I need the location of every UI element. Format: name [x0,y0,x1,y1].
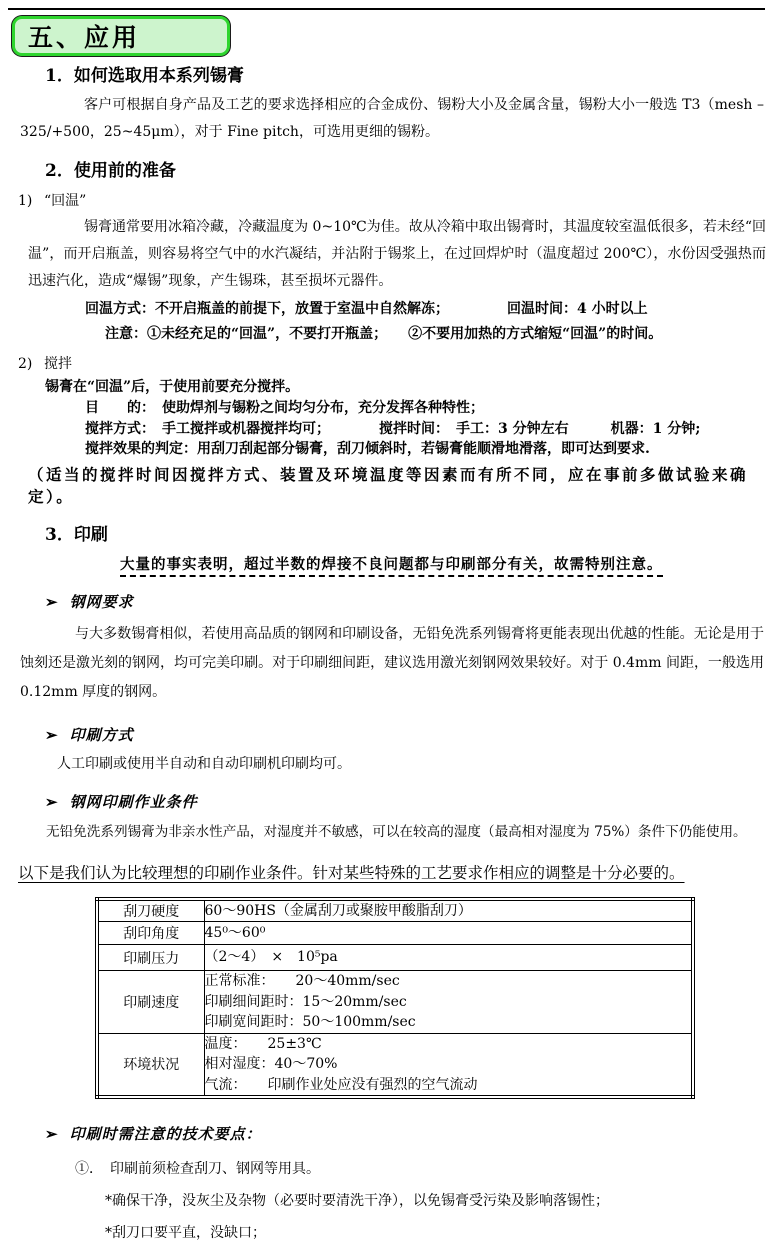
section1-body: 客户可根据自身产品及工艺的要求选择相应的合金成份、锡粉大小及金属含量，锡粉大小一般选 T3（mesh –325/+500，25~45μm），对于 Fine pitch，可选用更细的锡粉。 [20,97,764,140]
stencil-requirements-body: 与大多数锡膏相似，若使用高品质的钢网和印刷设备，无铅免洗系列锡膏将更能表现出优越的性能。无论是用于蚀刻还是激光刻的钢网，均可完美印刷。对于印刷细间距，建议选用激光刻钢网效果较好。对于 0.4mm 间距，一般选用 0.12mm 厚度的钢网。 [20,625,764,700]
table-row [97,971,693,1034]
technical-point-1-note-1: *确保干净，没灰尘及杂物（必要时要清洗干净），以免锡膏受污染及影响落锡性； [105,1193,609,1209]
arrow-bullet-icon: ➢ [45,725,58,744]
table-intro-text: 以下是我们认为比较理想的印刷作业条件。针对某些特殊的工艺要求作相应的调整是十分必要的。 [18,863,685,882]
work-conditions-body: 无铅免洗系列锡膏为非亲水性产品，对湿度并不敏感，可以在较高的湿度（最高相对湿度为 75%）条件下仍能使用。 [46,823,747,840]
technical-points-heading [45,1123,780,1144]
arrow-bullet-icon: ➢ [45,592,58,611]
section1-heading: 1．如何选取用本系列锡膏 [45,66,244,86]
value-line: 相对湿度：40～70% [204,1056,338,1072]
stencil-requirements-heading [45,591,780,612]
table-row [97,922,693,945]
technical-point-1-note-2: *刮刀口要平直，没缺口； [105,1225,266,1241]
table-intro [18,862,780,884]
rewarm-time: 回温时间：4 小时以上 [507,301,648,317]
rewarm-body: 锡膏通常要用冰箱冷藏，冷藏温度为 0~10℃为佳。故从冷箱中取出锡膏时，其温度较室温低很多，若未经“回温”，而开启瓶盖，则容易将空气中的水汽凝结，并沾附于锡浆上，在过回焊炉时（温度超过 200℃），水份因受强热而迅速汽化，造成“爆锡”现象，产生锡珠，甚至损坏元器件。 [28,219,766,289]
value-line: 温度： 25±3℃ [204,1035,322,1052]
section3-heading: 3．印刷 [45,524,108,545]
technical-point-1: ①． 印刷前须检查刮刀、钢网等用具。 [75,1161,320,1177]
table-row [97,899,693,922]
stencil-requirements-title: 钢网要求 [69,592,134,611]
stir-mixing: 搅拌方式： 手工搅拌或机器搅拌均可； 搅拌时间： 手工：3 分钟左右 机器：1 分钟; [85,420,701,437]
rewarm-method-line [85,298,780,320]
row-label: 环境状况 [97,1033,204,1097]
printing-notice-text: 大量的事实表明，超过半数的焊接不良问题都与印刷部分有关，故需特别注意。 [120,556,663,577]
table-row [97,945,693,971]
stir-purpose: 目 的： 使助焊剂与锡粉之间均匀分布，充分发挥各种特性； [85,400,484,416]
row-label: 印刷压力 [97,945,204,971]
table-row [97,1033,693,1097]
work-conditions-heading [45,791,780,812]
print-method-title: 印刷方式 [69,725,134,744]
row-label: 刮刀硬度 [97,899,204,922]
row-value [204,1033,693,1097]
item-stir-number: 2) [18,356,33,372]
stir-judge: 搅拌效果的判定：用刮刀刮起部分锡膏，刮刀倾斜时，若锡膏能顺滑地滑落，即可达到要求. [85,441,650,457]
print-method-body: 人工印刷或使用半自动和自动印刷机印刷均可。 [57,755,351,772]
item-stir-title: 搅拌 [44,356,72,372]
rewarm-note: 注意：①未经充足的“回温”，不要打开瓶盖； ②不要用加热的方式缩短“回温”的时间。 [105,326,663,342]
item-rewarm-title: “回温” [44,193,87,209]
stir-paren-note: （适当的搅拌时间因搅拌方式、装置及环境温度等因素而有所不同，应在事前多做试验来确定）。 [28,464,749,506]
chapter-title-box [12,16,230,56]
arrow-bullet-icon: ➢ [45,792,58,811]
row-value [204,971,693,1034]
arrow-bullet-icon: ➢ [45,1125,58,1143]
print-conditions-table [95,897,695,1100]
row-value [204,922,693,945]
value-line: 正常标准： 20～40mm/sec [204,973,400,989]
stir-intro: 锡膏在“回温”后，于使用前要充分搅拌。 [45,379,300,395]
section2-heading: 2．使用前的准备 [45,161,176,181]
value-line: 60～90HS（金属刮刀或聚胺甲酸脂刮刀） [204,902,472,919]
item-rewarm-number: 1) [18,193,33,209]
value-line: 印刷细间距时：15～20mm/sec [204,993,407,1010]
value-line: （2～4） × 10⁵pa [204,949,338,966]
value-line: 45⁰～60⁰ [204,924,266,941]
row-value [204,899,693,922]
row-label: 印刷速度 [97,971,204,1034]
row-label: 刮印角度 [97,922,204,945]
item-stir [18,354,780,374]
value-line: 印刷宽间距时：50～100mm/sec [204,1014,416,1030]
value-line: 气流： 印刷作业处应没有强烈的空气流动 [204,1076,478,1093]
work-conditions-title: 钢网印刷作业条件 [69,792,198,811]
printing-notice [120,553,780,574]
rewarm-method: 回温方式：不开启瓶盖的前提下，放置于室温中自然解冻； [85,301,449,317]
chapter-title: 五、应用 [28,23,141,52]
row-value [204,945,693,971]
technical-points-title: 印刷时需注意的技术要点： [69,1125,262,1143]
item-rewarm [18,191,780,211]
top-rule [8,8,765,10]
print-method-heading [45,724,780,745]
